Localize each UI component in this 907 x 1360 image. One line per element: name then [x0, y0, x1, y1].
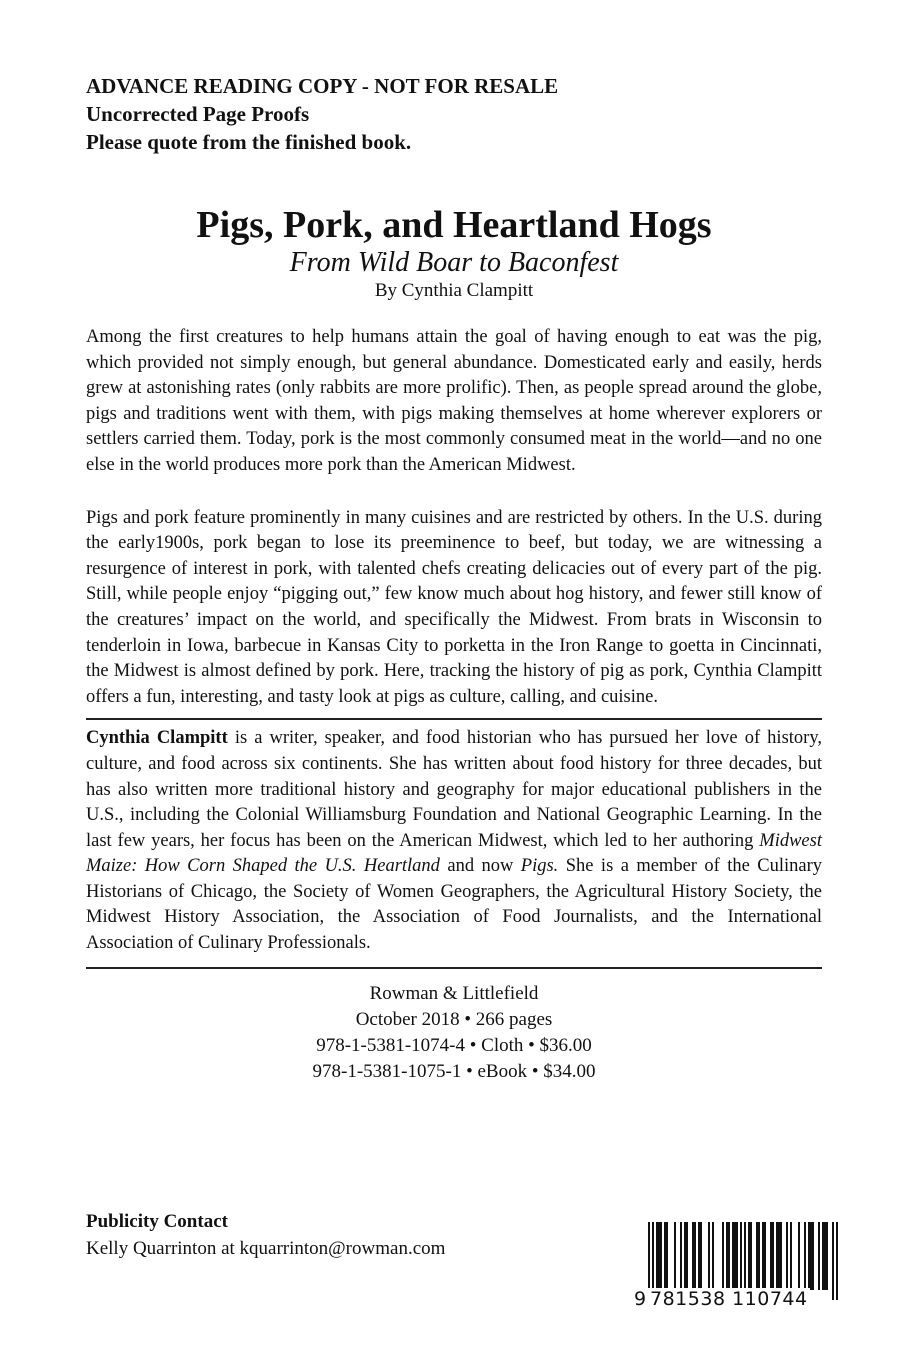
pub-date-pages: October 2018 • 266 pages	[355, 1008, 553, 1030]
isbn-barcode	[634, 1222, 842, 1308]
barcode-bar	[666, 1222, 668, 1290]
barcode-bar	[764, 1222, 766, 1290]
publicity-contact-label: Publicity Contact	[86, 1211, 228, 1232]
barcode-bar	[758, 1222, 760, 1290]
barcode-bar	[712, 1222, 714, 1290]
barcode-bar	[728, 1222, 730, 1290]
barcode-bar	[812, 1222, 814, 1290]
barcode-bar	[790, 1222, 792, 1290]
barcode-bar	[810, 1222, 812, 1290]
barcode-bar	[674, 1222, 676, 1290]
publicity-contact	[86, 1208, 445, 1262]
barcode-bar	[680, 1222, 682, 1290]
barcode-bar	[698, 1222, 700, 1290]
barcode-bar	[770, 1222, 772, 1290]
divider-bottom	[86, 967, 822, 969]
barcode-bar	[684, 1222, 686, 1290]
book-byline: By Cynthia Clampitt	[374, 280, 534, 301]
barcode-bar	[658, 1222, 660, 1290]
barcode-bar	[826, 1222, 828, 1290]
barcode-bar	[736, 1222, 738, 1290]
barcode-bar	[708, 1222, 710, 1290]
barcode-bar	[732, 1222, 734, 1290]
barcode-bar	[836, 1222, 838, 1300]
author-bio	[86, 726, 822, 956]
barcode-bar	[722, 1222, 724, 1290]
description-paragraph-1: Among the first creatures to help humans attain the goal of having enough to eat was the pig, which provided not simply enough, but general abundance. Domesticated early and easily, herds grew at astonishing rates (only rabbits are more prolific). Then, as people spread around the globe, pigs and traditions went with them, with pigs making themselves at home wherever explorers or settlers carried them. Today, pork is the most commonly consumed meat in the world—and no one else in the world produces more pork than the American Midwest.	[86, 327, 822, 475]
author-name: Cynthia Clampitt	[86, 728, 228, 749]
publisher: Rowman & Littlefield	[369, 982, 539, 1004]
isbn-cloth: 978-1-5381-1074-4 • Cloth • $36.00	[316, 1034, 592, 1056]
bio-text-a: is a writer, speaker, and food historian who has pursued her love of history, culture, and food across six continents. She has written about food history for three decades, but has also written more traditional history and geography for major educational publishers in the U.S., including the Colonial Williamsburg Foundation and National Geographic Learning. In the last few years, her focus has been on the American Midwest, which led to her authoring	[86, 728, 822, 851]
barcode-digit-string: 781538 110744	[650, 1288, 808, 1310]
barcode-bar	[664, 1222, 666, 1290]
barcode-bar	[734, 1222, 736, 1290]
barcode-bar	[824, 1222, 826, 1290]
notice-quote: Please quote from the finished book.	[86, 130, 412, 154]
isbn-ebook: 978-1-5381-1075-1 • eBook • $34.00	[312, 1060, 596, 1082]
barcode-bar	[822, 1222, 824, 1290]
bio-book-pigs: Pigs.	[520, 856, 559, 877]
barcode-bar	[780, 1222, 782, 1290]
barcode-bar	[700, 1222, 702, 1290]
barcode-bar	[660, 1222, 662, 1290]
description-paragraph-2: Pigs and pork feature prominently in many cuisines and are restricted by others. In the U.S. during the early1900s, pork began to lose its preeminence to beef, but today, we are witnessing a resurgence of interest in pork, with talented chefs creating delicacies out of every part of the pig. Still, while people enjoy “pigging out,” few know much about hog history, and fewer still know of the creatures’ impact on the world, and specifically the Midwest. From brats in Wisconsin to tenderloin in Iowa, barbecue in Kansas City to porketta in the Iron Range to goetta in Cincinnati, the Midwest is almost defined by pork. Here, tracking the history of pig as pork, Cynthia Clampitt offers a fun, interesting, and tasty look at pigs as culture, calling, and cuisine.	[86, 507, 822, 707]
barcode-bar	[804, 1222, 806, 1290]
divider-top	[86, 718, 822, 720]
barcode-bar	[726, 1222, 728, 1290]
barcode-bar	[808, 1222, 810, 1290]
barcode-bar	[832, 1222, 834, 1300]
notice-advance-copy: ADVANCE READING COPY - NOT FOR RESALE	[86, 74, 559, 98]
sell-sheet	[86, 72, 822, 1085]
barcode-bar	[778, 1222, 780, 1290]
book-title: Pigs, Pork, and Heartland Hogs	[196, 204, 712, 246]
bio-book-midwest-maize: Midwest Maize: How Corn Shaped the U.S. Heartland	[86, 830, 822, 877]
bio-text-c: She is a member of the Culinary Historians of Chicago, the Society of Women Geographers, the Agricultural History Society, the Midwest History Association, the Association of Food Journalists, and the International Association of Culinary Professionals.	[86, 856, 822, 954]
barcode-bar	[786, 1222, 788, 1290]
barcode-bar	[750, 1222, 752, 1290]
barcode-bar	[798, 1222, 800, 1290]
notice-uncorrected: Uncorrected Page Proofs	[86, 102, 310, 126]
book-subtitle: From Wild Boar to Baconfest	[289, 247, 619, 278]
barcode-bar	[694, 1222, 696, 1290]
barcode-bar	[748, 1222, 750, 1290]
barcode-bar	[756, 1222, 758, 1290]
publicity-contact-text: Kelly Quarrinton at kquarrinton@rowman.com	[86, 1238, 446, 1259]
barcode-bar	[762, 1222, 764, 1290]
barcode-bar	[818, 1222, 820, 1290]
publication-info	[86, 981, 822, 1085]
barcode-bar	[772, 1222, 774, 1290]
barcode-bar	[686, 1222, 688, 1290]
barcode-bar	[692, 1222, 694, 1290]
bio-text-b: and now	[439, 856, 521, 877]
barcode-first-digit: 9	[634, 1288, 647, 1310]
barcode-bar	[656, 1222, 658, 1290]
barcode-bar	[776, 1222, 778, 1290]
